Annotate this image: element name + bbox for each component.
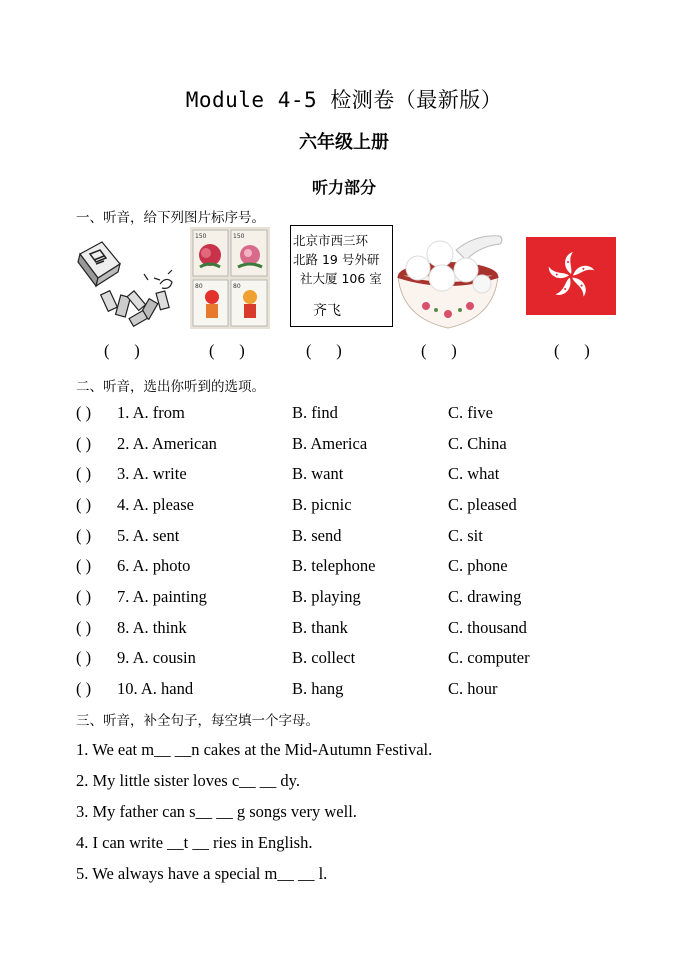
stamps-picture xyxy=(190,227,270,329)
picture-answer-bracket-1[interactable]: ( ) xyxy=(104,341,140,360)
grade-subtitle: 六年级上册 xyxy=(299,132,389,153)
address-name: 齐飞 xyxy=(313,303,341,319)
address-line-3: 社大厦 106 室 xyxy=(300,271,382,286)
option-b: B. send xyxy=(292,526,342,545)
option-a: 10. A. hand xyxy=(117,679,194,698)
option-c: C. sit xyxy=(448,526,483,545)
fill-in-sentence-1: 1. We eat m__ __n cakes at the Mid-Autumn Festival. xyxy=(76,740,433,759)
answer-bracket[interactable]: ( ) xyxy=(76,526,92,545)
section3-heading: 三、听音，补全句子，每空填一个字母。 xyxy=(76,713,319,729)
option-a: 9. A. cousin xyxy=(117,648,196,667)
answer-bracket[interactable]: ( ) xyxy=(76,679,92,698)
option-b: B. thank xyxy=(292,618,348,637)
section2-heading: 二、听音，选出你听到的选项。 xyxy=(76,379,265,395)
option-b: B. picnic xyxy=(292,495,352,514)
option-c: C. China xyxy=(448,434,507,453)
option-c: C. what xyxy=(448,464,500,483)
picture-answer-bracket-3[interactable]: ( ) xyxy=(306,341,342,360)
hong-kong-flag-picture xyxy=(526,237,616,315)
answer-bracket[interactable]: ( ) xyxy=(76,403,92,422)
option-a: 5. A. sent xyxy=(117,526,180,545)
option-c: C. phone xyxy=(448,556,508,575)
option-b: B. telephone xyxy=(292,556,376,575)
option-a: 2. A. American xyxy=(117,434,217,453)
option-b: B. want xyxy=(292,464,344,483)
option-c: C. computer xyxy=(448,648,530,667)
tangyuan-bowl-picture xyxy=(396,228,504,332)
option-a: 6. A. photo xyxy=(117,556,191,575)
option-c: C. pleased xyxy=(448,495,517,514)
option-b: B. collect xyxy=(292,648,356,667)
option-a: 7. A. painting xyxy=(117,587,207,606)
answer-bracket[interactable]: ( ) xyxy=(76,556,92,575)
page-title: Module 4-5 检测卷（最新版） xyxy=(185,88,503,112)
mahjong-firecrackers-picture xyxy=(74,234,186,330)
answer-bracket[interactable]: ( ) xyxy=(76,434,92,453)
address-card xyxy=(290,225,393,327)
answer-bracket[interactable]: ( ) xyxy=(76,618,92,637)
option-c: C. five xyxy=(448,403,493,422)
option-c: C. thousand xyxy=(448,618,527,637)
picture-answer-bracket-2[interactable]: ( ) xyxy=(209,341,245,360)
stamp-value-4: 80 xyxy=(233,283,241,290)
option-b: B. playing xyxy=(292,587,361,606)
fill-in-sentence-2: 2. My little sister loves c__ __ dy. xyxy=(76,771,300,790)
answer-bracket[interactable]: ( ) xyxy=(76,464,92,483)
answer-bracket[interactable]: ( ) xyxy=(76,495,92,514)
answer-bracket[interactable]: ( ) xyxy=(76,648,92,667)
fill-in-sentence-3: 3. My father can s__ __ g songs very well. xyxy=(76,802,357,821)
stamp-value-2: 150 xyxy=(233,233,245,240)
address-line-1: 北京市西三环 xyxy=(293,233,369,248)
option-c: C. hour xyxy=(448,679,498,698)
fill-in-sentence-4: 4. I can write __t __ ries in English. xyxy=(76,833,313,852)
section-part-title: 听力部分 xyxy=(311,178,376,197)
answer-bracket[interactable]: ( ) xyxy=(76,587,92,606)
stamp-value-3: 80 xyxy=(195,283,203,290)
picture-answer-bracket-4[interactable]: ( ) xyxy=(421,341,457,360)
option-b: B. hang xyxy=(292,679,344,698)
option-c: C. drawing xyxy=(448,587,522,606)
option-a: 8. A. think xyxy=(117,618,187,637)
fill-in-sentence-5: 5. We always have a special m__ __ l. xyxy=(76,864,328,883)
option-a: 1. A. from xyxy=(117,403,185,422)
option-a: 4. A. please xyxy=(117,495,194,514)
stamp-value-1: 150 xyxy=(195,233,207,240)
section1-heading: 一、听音，给下列图片标序号。 xyxy=(76,210,265,226)
picture-answer-bracket-5[interactable]: ( ) xyxy=(554,341,590,360)
option-a: 3. A. write xyxy=(117,464,187,483)
address-line-2: 北路 19 号外研 xyxy=(293,252,380,267)
option-b: B. find xyxy=(292,403,338,422)
option-b: B. America xyxy=(292,434,368,453)
